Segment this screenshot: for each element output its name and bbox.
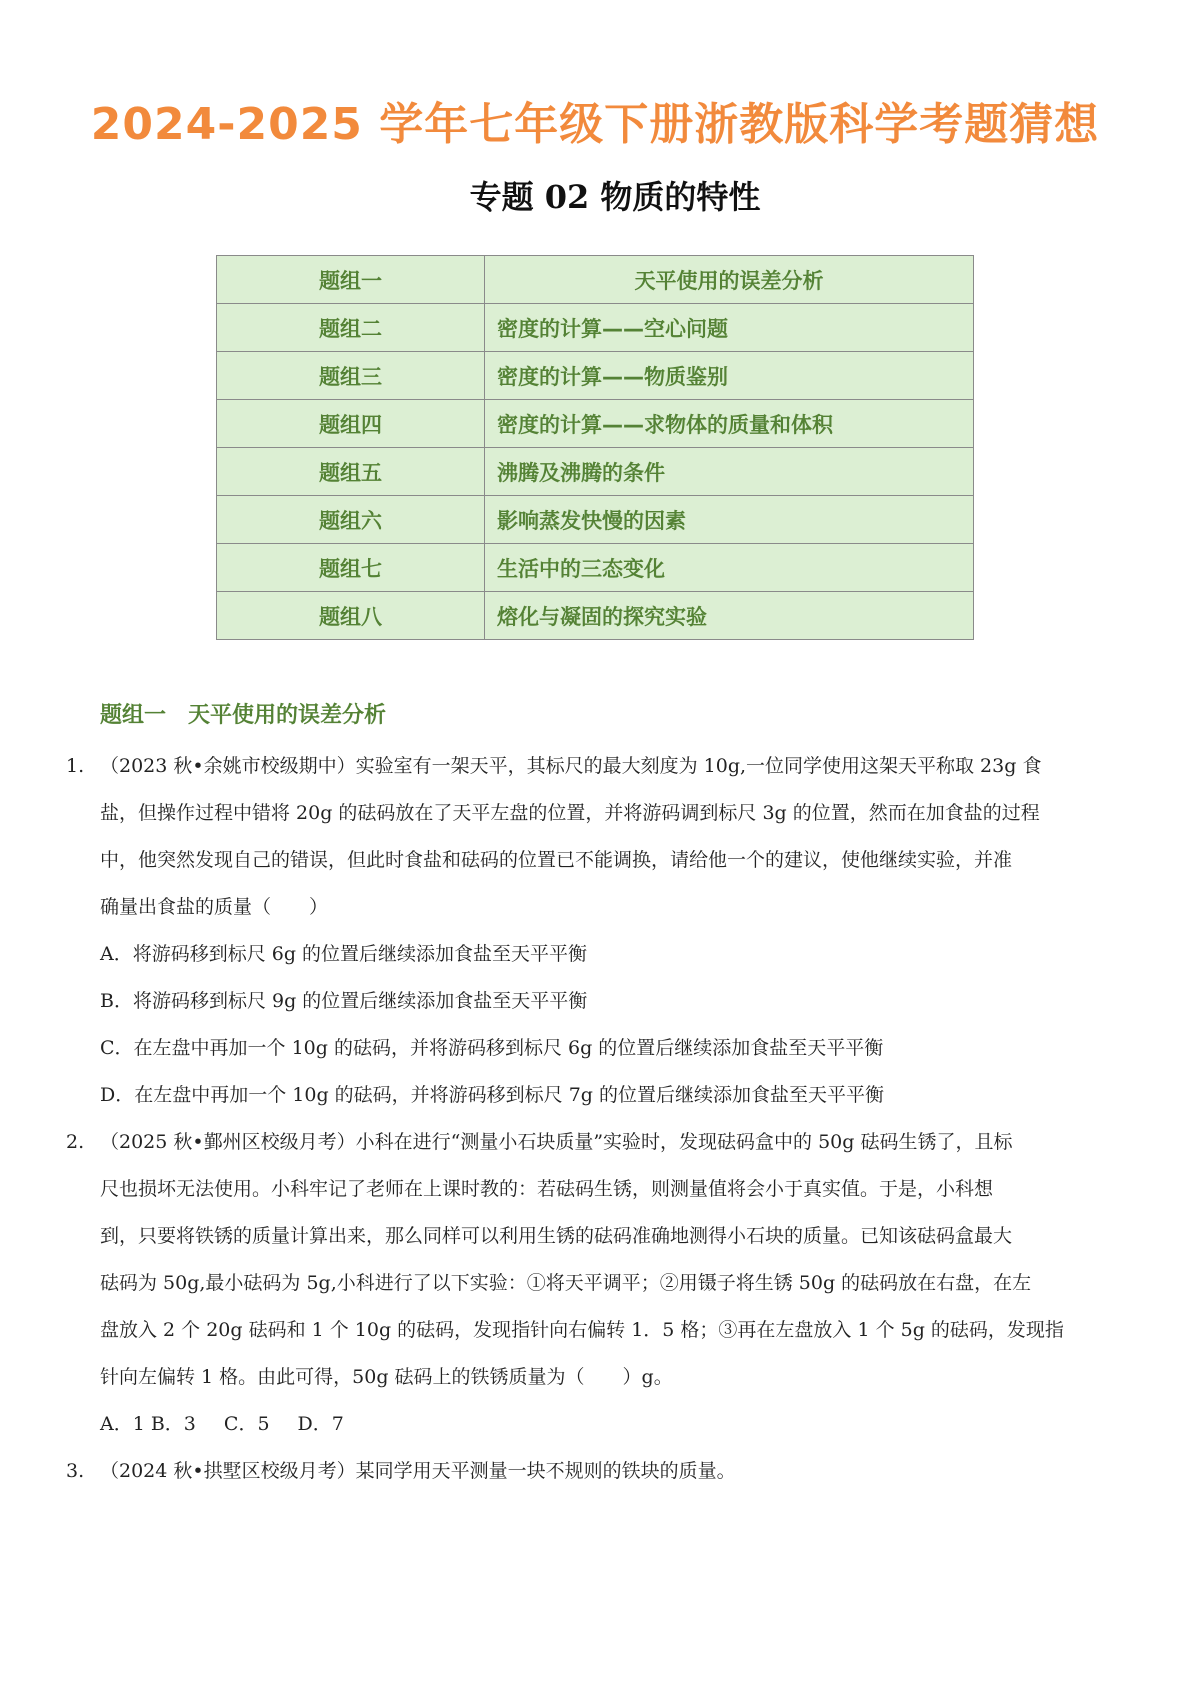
- section-group: 题组一: [100, 703, 167, 728]
- question-text-line: 确量出食盐的质量（ ）: [100, 896, 329, 918]
- topic-row: [217, 448, 974, 496]
- option-b: B．将游码移到标尺 9g 的位置后继续添加食盐至天平平衡: [100, 990, 588, 1012]
- topic-title: 天平使用的误差分析: [485, 256, 974, 304]
- question-2: [66, 1119, 1126, 1448]
- options-row: [100, 1401, 1126, 1448]
- topic-group: 题组三: [217, 352, 485, 400]
- question-1: [66, 743, 1126, 1119]
- option-a: A．将游码移到标尺 6g 的位置后继续添加食盐至天平平衡: [100, 943, 588, 965]
- question-text-line: 到，只要将铁锈的质量计算出来，那么同样可以利用生锈的砝码准确地测得小石块的质量。已知该砝码盒最大: [100, 1225, 1013, 1247]
- topic-row: [217, 304, 974, 352]
- topic-group: 题组一: [217, 256, 485, 304]
- option-d: D．7: [297, 1413, 344, 1435]
- question-text-line: 砝码为 50g,最小砝码为 5g,小科进行了以下实验：①将天平调平；②用镊子将生锈 50g 的砝码放在右盘，在左: [100, 1272, 1032, 1294]
- topic-row: [217, 352, 974, 400]
- question-text-line: 盐，但操作过程中错将 20g 的砝码放在了天平左盘的位置，并将游码调到标尺 3g 的位置，然而在加食盐的过程: [100, 802, 1040, 824]
- option-ab: A．1 B．3: [100, 1413, 196, 1435]
- option-d: D．在左盘中再加一个 10g 的砝码，并将游码移到标尺 7g 的位置后继续添加食盐至天平平衡: [100, 1084, 884, 1106]
- question-text-line: （2024 秋•拱墅区校级月考）某同学用天平测量一块不规则的铁块的质量。: [100, 1460, 736, 1482]
- question-text-line: 针向左偏转 1 格。由此可得，50g 砝码上的铁锈质量为（ ）g。: [100, 1366, 673, 1388]
- question-3: [66, 1448, 1126, 1495]
- section-topic: 天平使用的误差分析: [188, 703, 387, 728]
- topic-group: 题组四: [217, 400, 485, 448]
- topic-row: [217, 544, 974, 592]
- topic-group: 题组六: [217, 496, 485, 544]
- topic-title: 密度的计算——求物体的质量和体积: [485, 400, 974, 448]
- topic-title: 密度的计算——物质鉴别: [485, 352, 974, 400]
- topic-group: 题组五: [217, 448, 485, 496]
- question-text-line: 盘放入 2 个 20g 砝码和 1 个 10g 的砝码，发现指针向右偏转 1．5 格；③再在左盘放入 1 个 5g 的砝码，发现指: [100, 1319, 1064, 1341]
- question-text-line: （2025 秋•鄞州区校级月考）小科在进行“测量小石块质量”实验时，发现砝码盒中的 50g 砝码生锈了，且标: [100, 1131, 1013, 1153]
- document-title: 2024-2025 学年七年级下册浙教版科学考题猜想: [90, 99, 1100, 150]
- topic-row: [217, 592, 974, 640]
- option-c: C．5: [223, 1413, 270, 1435]
- topic-group: 题组二: [217, 304, 485, 352]
- question-text-line: （2023 秋•余姚市校级期中）实验室有一架天平，其标尺的最大刻度为 10g,一位同学使用这架天平称取 23g 食: [100, 755, 1042, 777]
- question-number: 2.: [66, 1131, 85, 1153]
- topic-title: 影响蒸发快慢的因素: [485, 496, 974, 544]
- question-text-line: 尺也损坏无法使用。小科牢记了老师在上课时教的：若砝码生锈，则测量值将会小于真实值。于是，小科想: [100, 1178, 994, 1200]
- topic-row: [217, 256, 974, 304]
- option-c: C．在左盘中再加一个 10g 的砝码，并将游码移到标尺 6g 的位置后继续添加食盐至天平平衡: [100, 1037, 884, 1059]
- topic-title: 生活中的三态变化: [485, 544, 974, 592]
- topic-table: [216, 255, 974, 640]
- question-number: 1.: [66, 755, 85, 777]
- topic-title: 沸腾及沸腾的条件: [485, 448, 974, 496]
- question-text-line: 中，他突然发现自己的错误，但此时食盐和砝码的位置已不能调换，请给他一个的建议，使他继续实验，并准: [100, 849, 1013, 871]
- topic-row: [217, 496, 974, 544]
- document-subtitle: 专题 02 物质的特性: [469, 178, 761, 216]
- question-list: [66, 743, 1126, 1495]
- topic-group: 题组七: [217, 544, 485, 592]
- topic-row: [217, 400, 974, 448]
- topic-title: 熔化与凝固的探究实验: [485, 592, 974, 640]
- section-heading: [100, 698, 386, 729]
- topic-group: 题组八: [217, 592, 485, 640]
- topic-title: 密度的计算——空心问题: [485, 304, 974, 352]
- question-number: 3.: [66, 1460, 85, 1482]
